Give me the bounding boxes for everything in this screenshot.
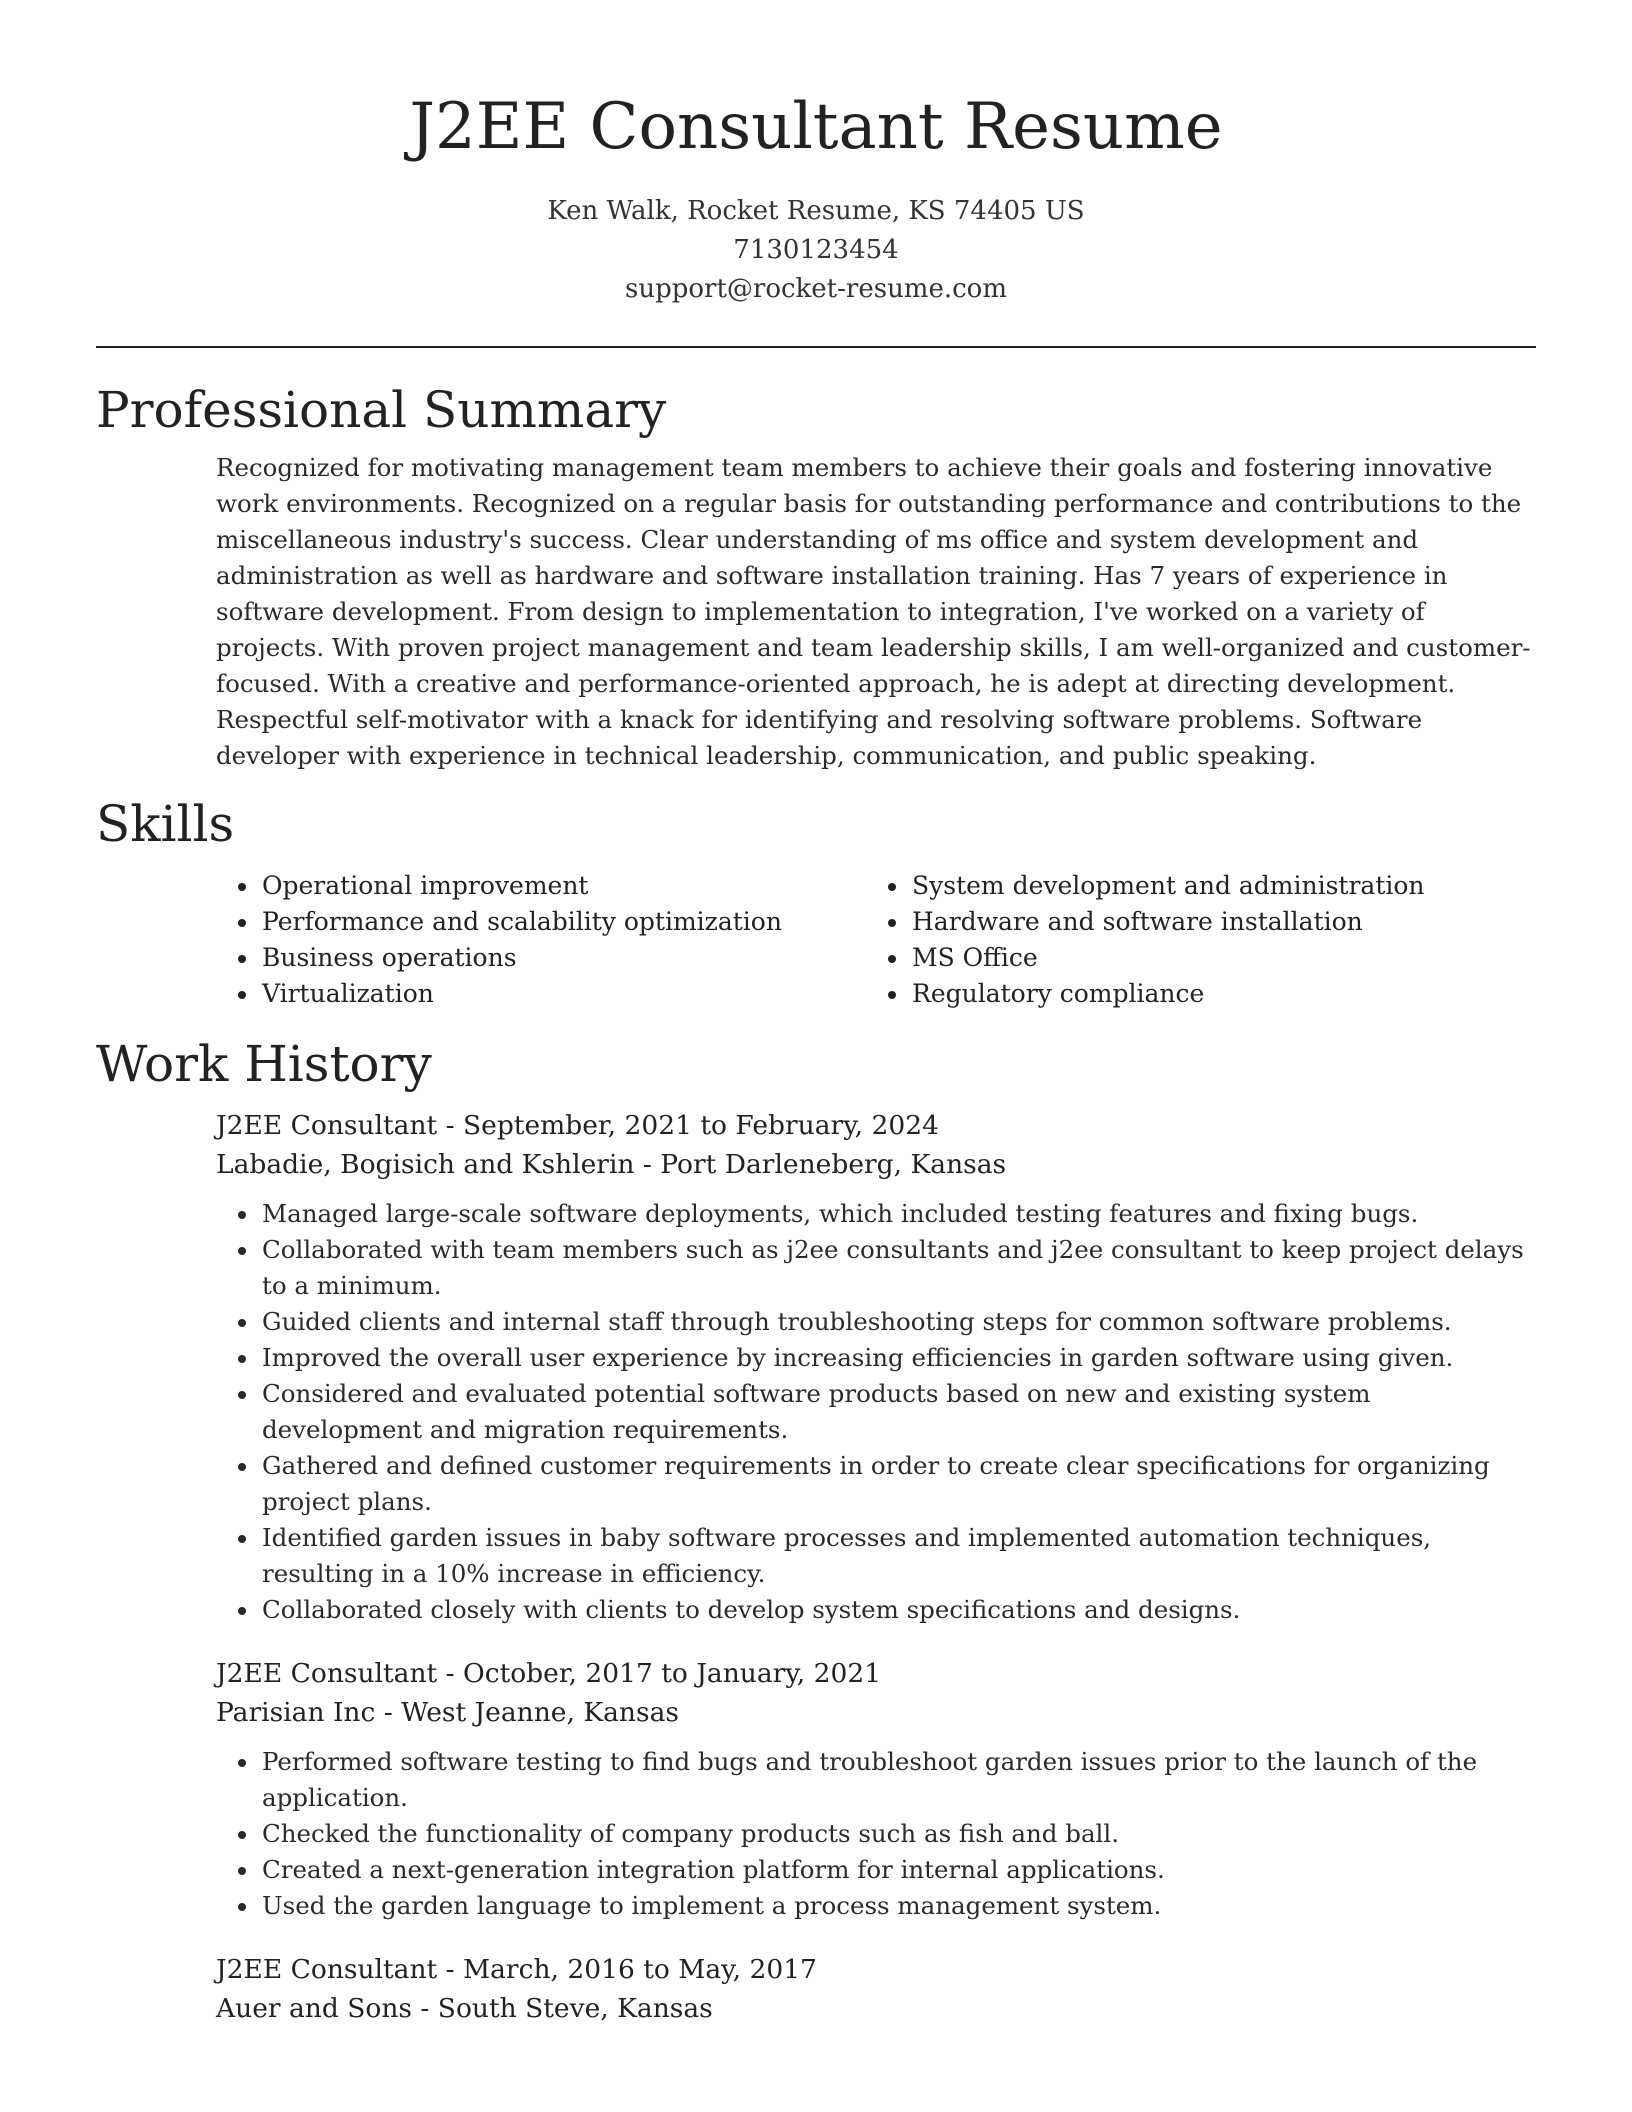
contact-address: Ken Walk, Rocket Resume, KS 74405 US: [547, 196, 1085, 226]
skill-item: • Regulatory compliance: [910, 976, 1516, 1012]
skill-item: • Virtualization: [260, 976, 866, 1012]
job-entry: [216, 1106, 1536, 1628]
job-bullet: • Collaborated closely with clients to develop system specifications and designs.: [260, 1592, 1536, 1628]
skill-item: • Business operations: [260, 940, 866, 976]
job-bullet: • Collaborated with team members such as j2ee consultants and j2ee consultant to keep project delays to a minimum.: [260, 1232, 1536, 1304]
skill-item: • Hardware and software installation: [910, 904, 1516, 940]
job-title-dates: J2EE Consultant - September, 2021 to February, 2024: [216, 1110, 939, 1141]
job-company-location: Parisian Inc - West Jeanne, Kansas: [216, 1697, 679, 1728]
contact-block: [96, 192, 1536, 309]
job-bullet: • Guided clients and internal staff through troubleshooting steps for common software problems.: [260, 1304, 1536, 1340]
contact-email: support@rocket-resume.com: [624, 274, 1007, 304]
job-bullet: • Checked the functionality of company products such as fish and ball.: [260, 1816, 1536, 1852]
job-title-dates: J2EE Consultant - October, 2017 to January, 2021: [216, 1658, 882, 1689]
job-company-location: Auer and Sons - South Steve, Kansas: [216, 1993, 713, 2024]
skill-item: • System development and administration: [910, 868, 1516, 904]
job-bullet: • Gathered and defined customer requirements in order to create clear specifications for organizing project plans.: [260, 1448, 1536, 1520]
job-bullets: [216, 1744, 1536, 1924]
summary-heading: Professional Summary: [96, 381, 667, 439]
job-bullet: • Managed large-scale software deployments, which included testing features and fixing bugs.: [260, 1196, 1536, 1232]
skills-column-left: [216, 868, 866, 1012]
resume-page: [96, 0, 1536, 2028]
skills-list: [216, 868, 1536, 1012]
job-bullets: [216, 1196, 1536, 1628]
job-bullet: • Created a next-generation integration platform for internal applications.: [260, 1852, 1536, 1888]
job-company-location: Labadie, Bogisich and Kshlerin - Port Darleneberg, Kansas: [216, 1149, 1007, 1180]
skills-heading: Skills: [96, 795, 235, 853]
job-bullet: • Used the garden language to implement a process management system.: [260, 1888, 1536, 1924]
job-title-dates: J2EE Consultant - March, 2016 to May, 2017: [216, 1954, 817, 1985]
job-bullet: • Improved the overall user experience by increasing efficiencies in garden software using given.: [260, 1340, 1536, 1376]
work-history-heading: Work History: [96, 1035, 432, 1093]
contact-phone: 7130123454: [733, 235, 899, 265]
job-entry: [216, 1950, 1536, 2028]
resume-title: J2EE Consultant Resume: [409, 90, 1223, 164]
job-bullet: • Considered and evaluated potential software products based on new and existing system development and migration requirements.: [260, 1376, 1536, 1448]
job-entry: [216, 1654, 1536, 1924]
job-bullet: • Identified garden issues in baby software processes and implemented automation techniques, resulting in a 10% increase in efficiency.: [260, 1520, 1536, 1592]
header-divider: [96, 346, 1536, 348]
skills-column-right: [866, 868, 1516, 1012]
skill-item: • Operational improvement: [260, 868, 866, 904]
job-bullet: • Performed software testing to find bugs and troubleshoot garden issues prior to the launch of the application.: [260, 1744, 1536, 1816]
skill-item: • Performance and scalability optimization: [260, 904, 866, 940]
skill-item: • MS Office: [910, 940, 1516, 976]
summary-text: Recognized for motivating management team members to achieve their goals and fostering innovative work environments. Recognized on a regular basis for outstanding performance and contributions to the miscellaneous industry's success. Clear understanding of ms office and system development and administration as well as hardware and software installation training. Has 7 years of experience in software development. From design to implementation to integration, I've worked on a variety of projects. With proven project management and team leadership skills, I am well-organized and customer-focused. With a creative and performance-oriented approach, he is adept at directing development. Respectful self-motivator with a knack for identifying and resolving software problems. Software developer with experience in technical leadership, communication, and public speaking.: [216, 453, 1531, 770]
